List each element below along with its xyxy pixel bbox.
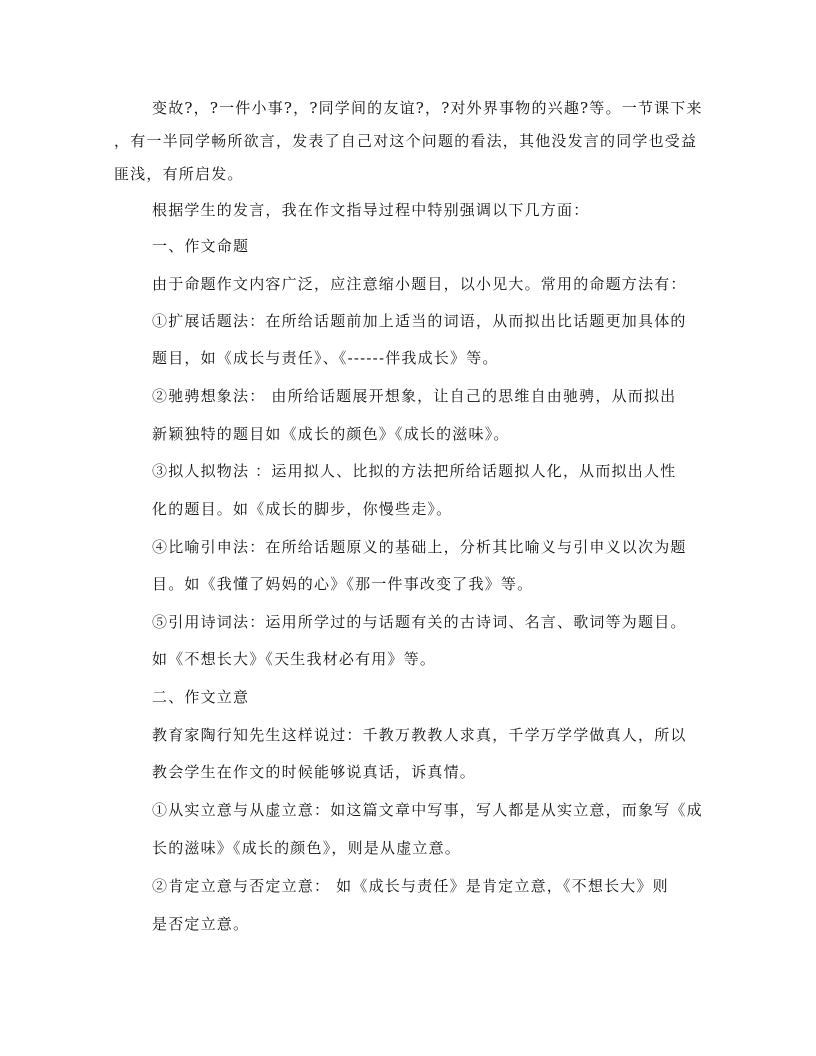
paragraph-line: 教会学生在作文的时候能够说真话，诉真情。: [152, 763, 477, 781]
paragraph-line: 根据学生的发言，我在作文指导过程中特别强调以下几方面：: [152, 201, 590, 219]
section-heading: 二、作文立意: [152, 688, 250, 706]
list-item-line: 是否定立意。: [152, 915, 250, 933]
list-item-line: 如《不想长大》《天生我材必有用》等。: [152, 650, 437, 668]
list-item-line: ⑤引用诗词法：运用所学过的与话题有关的古诗词、名言、歌词等为题目。: [152, 613, 687, 631]
section-heading: 一、作文命题: [152, 237, 250, 255]
paragraph-line: 变故?，?一件小事?，?同学间的友谊?，?对外界事物的兴趣?等。一节课下来: [152, 99, 703, 117]
list-item-line: ②肯定立意与否定立意： 如《成长与责任》是肯定立意，《不想长大》则: [152, 877, 669, 895]
list-item-line: ④比喻引申法：在所给话题原义的基础上，分析其比喻义与引申义以次为题: [152, 538, 687, 556]
paragraph-line: 教育家陶行知先生这样说过：千教万教教人求真，千学万学学做真人，所以: [152, 726, 687, 744]
list-item-line: 题目，如《成长与责任》、《------伴我成长》等。: [152, 349, 499, 367]
list-item-line: ①扩展话题法：在所给话题前加上适当的词语，从而拟出比话题更加具体的: [152, 312, 687, 330]
list-item-line: ①从实立意与从虚立意：如这篇文章中写事，写人都是从实立意，而象写《成: [152, 801, 703, 819]
list-item-line: ③拟人拟物法 ：运用拟人、比拟的方法把所给话题拟人化，从而拟出人性: [152, 462, 677, 480]
list-item-line: ②驰骋想象法： 由所给话题展开想象，让自己的思维自由驰骋，从而拟出: [152, 387, 677, 405]
paragraph-line: 由于命题作文内容广泛，应注意缩小题目，以小见大。常用的命题方法有：: [152, 275, 687, 293]
paragraph-line: ，有一半同学畅所欲言，发表了自己对这个问题的看法，其他没发言的同学也受益: [114, 132, 698, 150]
list-item-line: 化的题目。如《成长的脚步，你慢些走》。: [152, 500, 453, 518]
list-item-line: 目。如《我懂了妈妈的心》《那一件事改变了我》等。: [152, 575, 534, 593]
list-item-line: 新颖独特的题目如《成长的颜色》《成长的滋味》。: [152, 425, 510, 443]
paragraph-line: 匪浅，有所启发。: [114, 165, 244, 183]
list-item-line: 长的滋味》《成长的颜色》，则是从虚立意。: [152, 839, 462, 857]
